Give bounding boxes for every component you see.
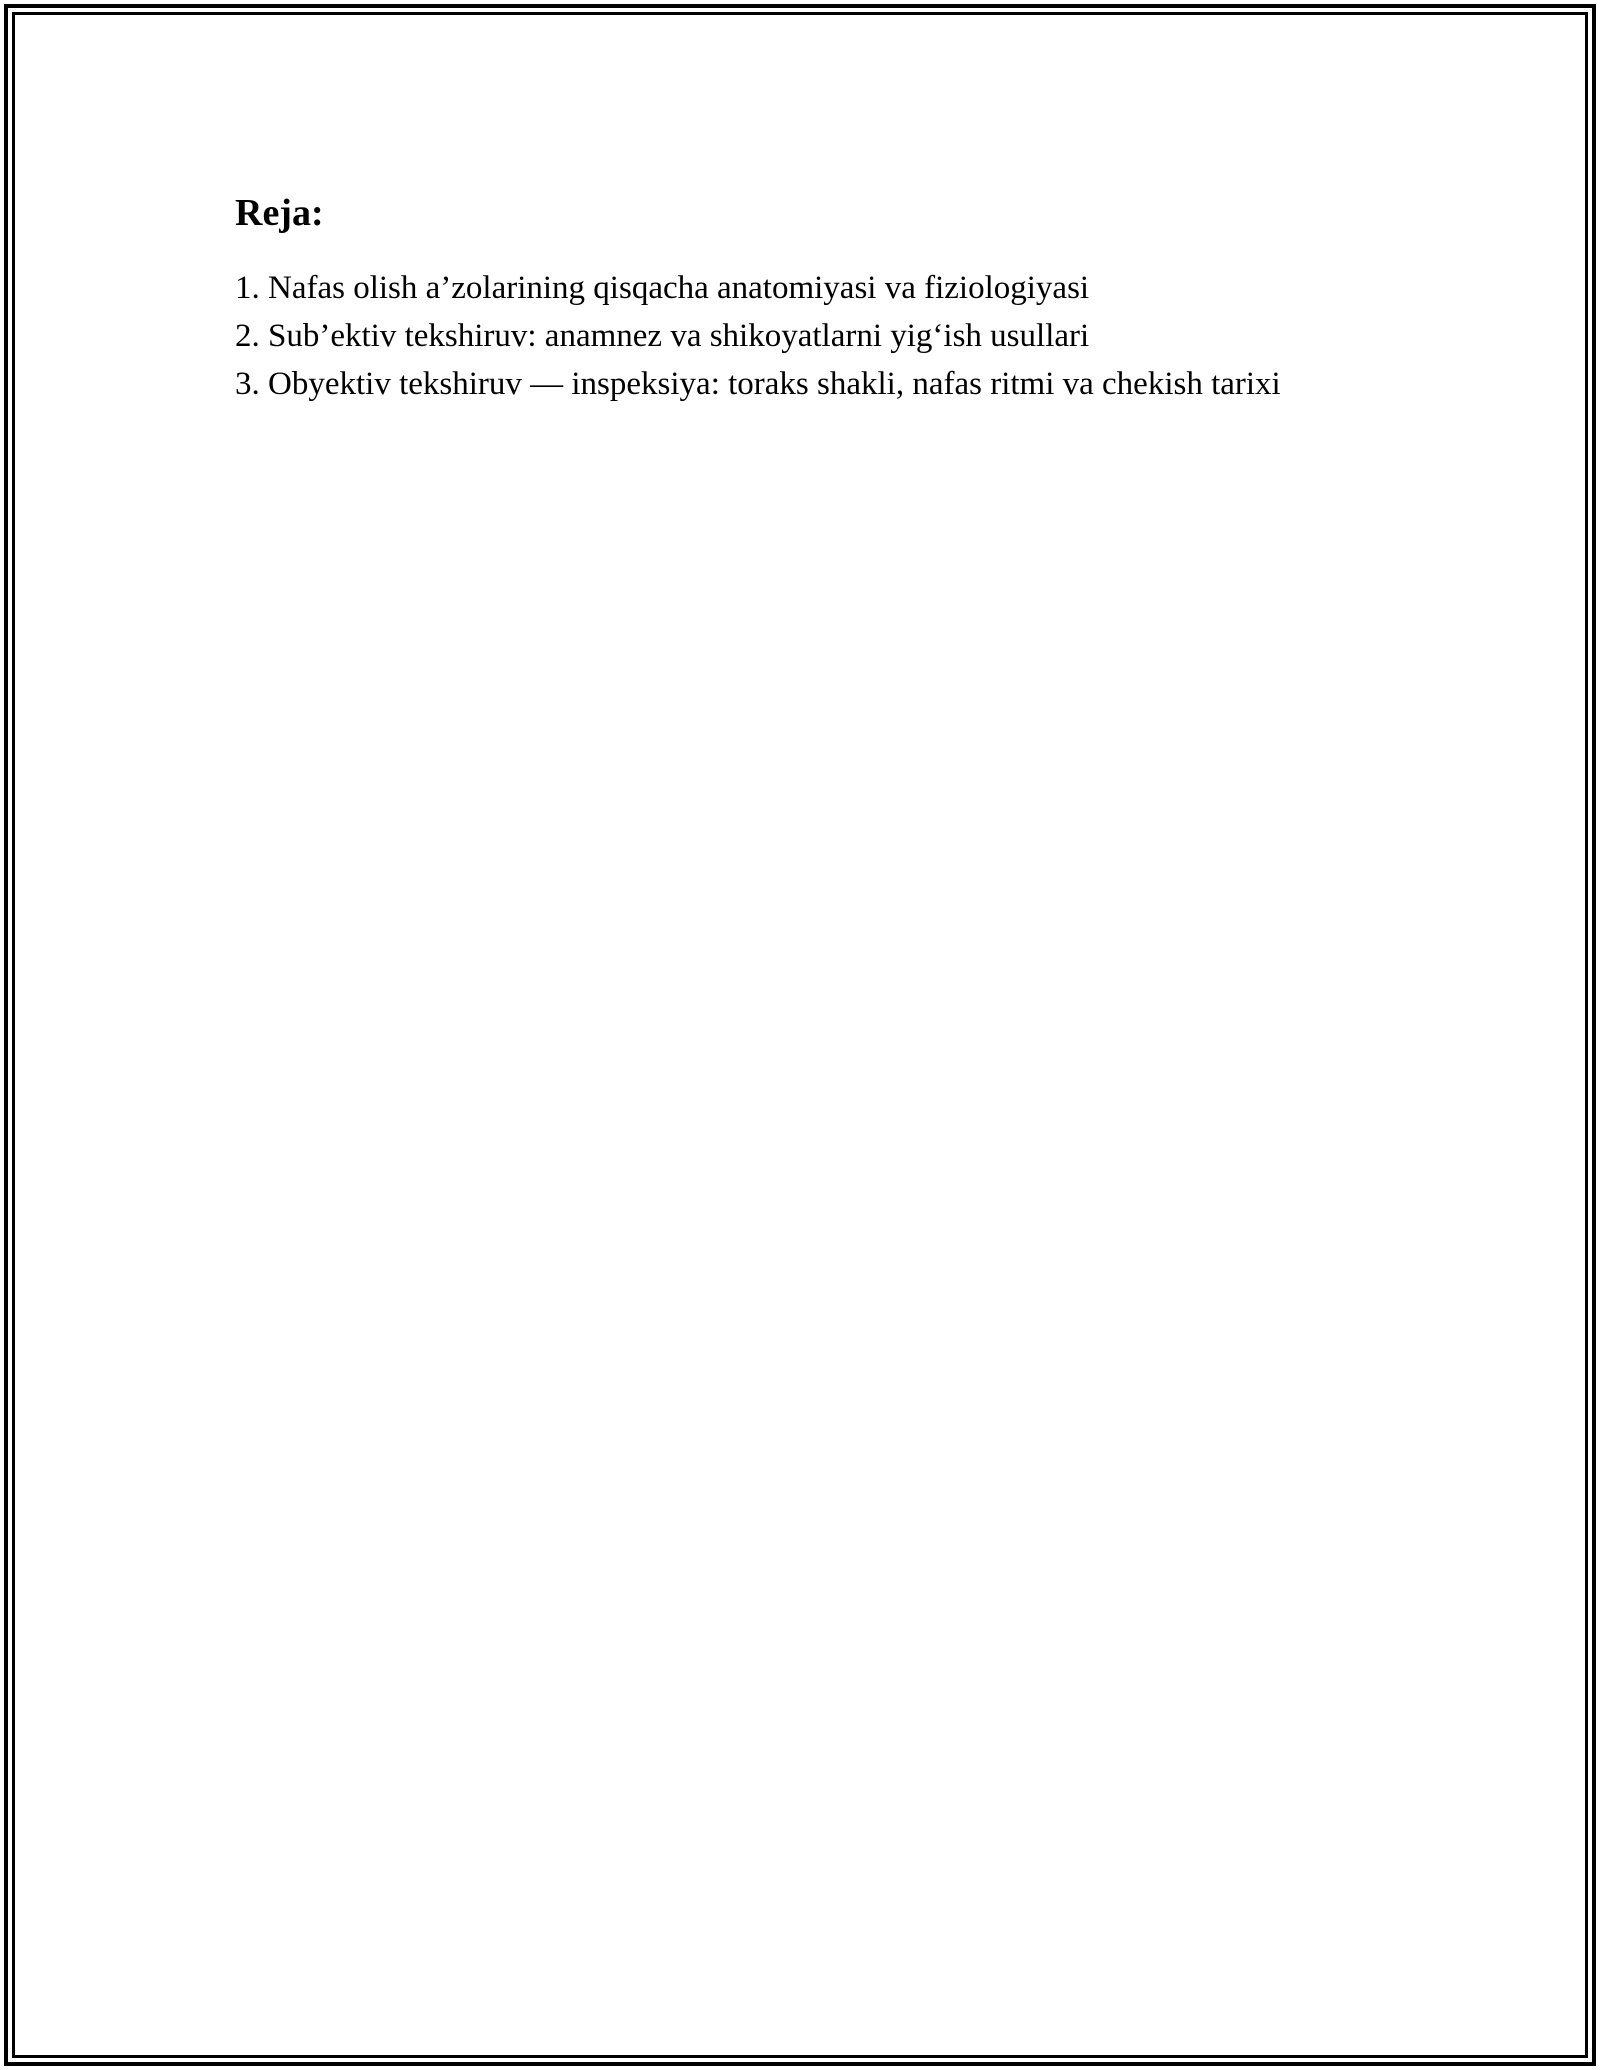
plan-item-3: 3. Obyektiv tekshiruv — inspeksiya: toraks shakli, nafas ritmi va chekish tarixi [235, 366, 1281, 402]
plan-item-2: 2. Sub’ektiv tekshiruv: anamnez va shikoyatlarni yig‘ish usullari [235, 318, 1090, 354]
document-body [235, 188, 1365, 408]
plan-list [235, 264, 1365, 408]
plan-item-1: 1. Nafas olish a’zolarining qisqacha anatomiyasi va fiziologiyasi [235, 270, 1090, 306]
plan-heading: Reja: [235, 192, 324, 234]
